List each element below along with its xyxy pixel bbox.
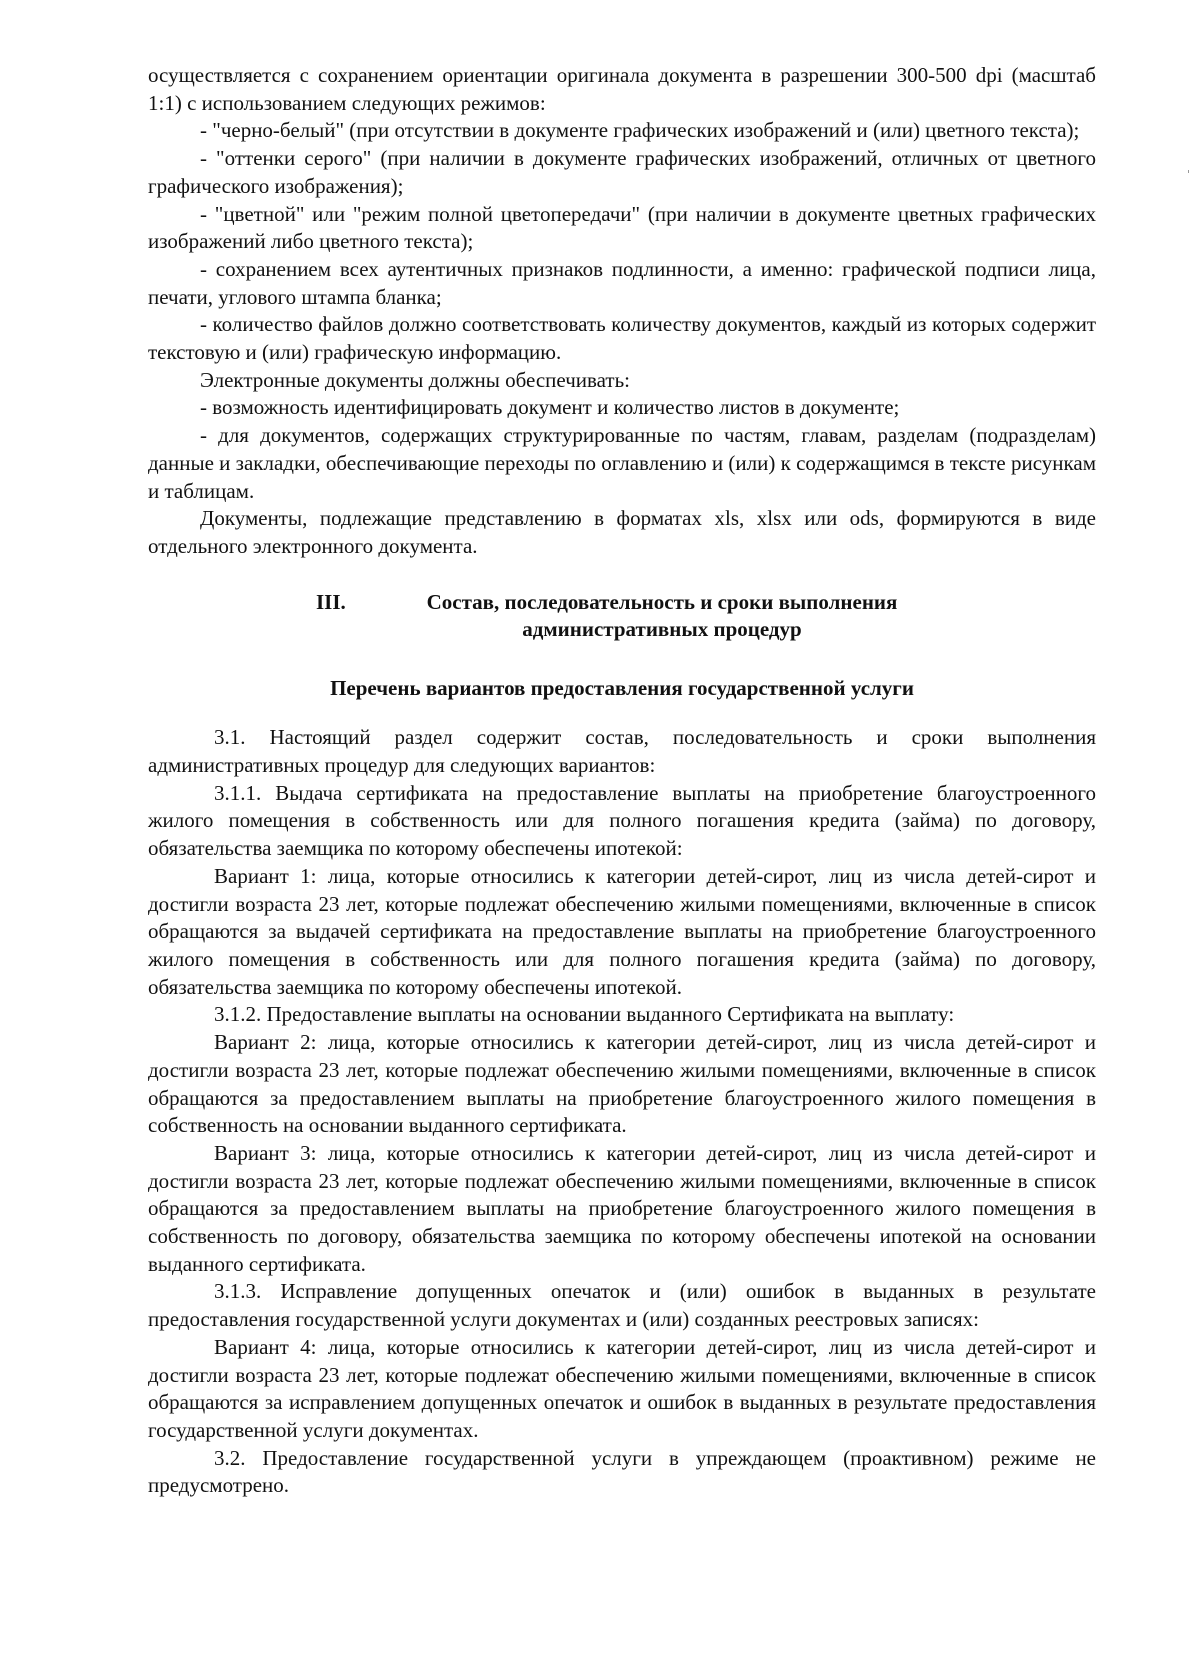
section-heading bbox=[148, 589, 1096, 645]
section-title-line-2: административных процедур bbox=[522, 617, 802, 642]
paragraph: 3.1. Настоящий раздел содержит состав, последовательность и сроки выполнения административных процедур для следующих вариантов: bbox=[148, 725, 1096, 778]
paragraph: - "цветной" или "режим полной цветопередачи" (при наличии в документе цветных графических изображений либо цветного текста); bbox=[148, 201, 1096, 254]
paragraph: Электронные документы должны обеспечивать: bbox=[200, 367, 631, 392]
bottom-paragraphs bbox=[148, 724, 1096, 1500]
paragraph: Вариант 3: лица, которые относились к категории детей-сирот, лиц из числа детей-сирот и достигли возраста 23 лет, которые подлежат обеспечению жилыми помещениями, включенные в список обращаются за предоставлением выплаты на приобретение благоустроенного жилого помещения в собственность по договору, обязательства заемщика по которому обеспечены ипотекой на основании выданного сертификата. bbox=[148, 1140, 1096, 1276]
paragraph: Вариант 4: лица, которые относились к категории детей-сирот, лиц из числа детей-сирот и достигли возраста 23 лет, которые подлежат обеспечению жилыми помещениями, включенные в список обращаются за исправлением допущенных опечаток и ошибок в выданных в результате предоставления государственной услуги документах. bbox=[148, 1334, 1096, 1442]
paragraph: 3.1.3. Исправление допущенных опечаток и (или) ошибок в выданных в результате предоставления государственной услуги документах и (или) созданных реестровых записях: bbox=[148, 1279, 1096, 1332]
paragraph: 3.1.1. Выдача сертификата на предоставление выплаты на приобретение благоустроенного жилого помещения в собственность или для полного погашения кредита (займа) по договору, обязательства заемщика по которому обеспечены ипотекой: bbox=[148, 780, 1096, 861]
section-number: III. bbox=[316, 589, 346, 614]
paragraph: осуществляется с сохранением ориентации оригинала документа в разрешении 300-500 dpi (масштаб 1:1) с использованием следующих режимов: bbox=[148, 63, 1096, 115]
paragraph: 3.2. Предоставление государственной услуги в упреждающем (проактивном) режиме не предусмотрено. bbox=[148, 1445, 1096, 1498]
paragraph: - возможность идентифицировать документ и количество листов в документе; bbox=[200, 395, 900, 420]
paragraph: - сохранением всех аутентичных признаков подлинности, а именно: графической подписи лица, печати, углового штампа бланка; bbox=[148, 256, 1096, 309]
paragraph: Документы, подлежащие представлению в форматах xls, xlsx или ods, формируются в виде отдельного электронного документа. bbox=[148, 506, 1096, 558]
paragraph: - количество файлов должно соответствовать количеству документов, каждый из которых содержит текстовую и (или) графическую информацию. bbox=[148, 312, 1096, 365]
scan-artifact bbox=[1188, 170, 1189, 173]
paragraph: 3.1.2. Предоставление выплаты на основании выданного Сертификата на выплату: bbox=[214, 1002, 955, 1027]
top-paragraphs bbox=[148, 62, 1096, 561]
paragraph: - "оттенки серого" (при наличии в документе графических изображений, отличных от цветного графического изображения); bbox=[148, 146, 1096, 198]
section-title-line-1: Состав, последовательность и сроки выполнения bbox=[426, 589, 898, 614]
document-page bbox=[148, 62, 1096, 1500]
paragraph: Вариант 2: лица, которые относились к категории детей-сирот, лиц из числа детей-сирот и достигли возраста 23 лет, которые подлежат обеспечению жилыми помещениями, включенные в список обращаются за предоставлением выплаты на приобретение благоустроенного жилого помещения в собственность на основании выданного сертификата. bbox=[148, 1030, 1096, 1138]
subsection-heading: Перечень вариантов предоставления государственной услуги bbox=[330, 675, 914, 700]
paragraph: - для документов, содержащих структурированные по частям, главам, разделам (подразделам) данные и закладки, обеспечивающие переходы по оглавлению и (или) к содержащимся в тексте рисункам и таблицам. bbox=[148, 423, 1096, 503]
paragraph: - "черно-белый" (при отсутствии в документе графических изображений и (или) цветного текста); bbox=[200, 118, 1080, 143]
paragraph: Вариант 1: лица, которые относились к категории детей-сирот, лиц из числа детей-сирот и достигли возраста 23 лет, которые подлежат обеспечению жилыми помещениями, включенные в список обращаются за выдачей сертификата на предоставление выплаты на приобретение благоустроенного жилого помещения в собственность или для полного погашения кредита (займа) по договору, обязательства заемщика по которому обеспечены ипотекой. bbox=[148, 863, 1096, 999]
